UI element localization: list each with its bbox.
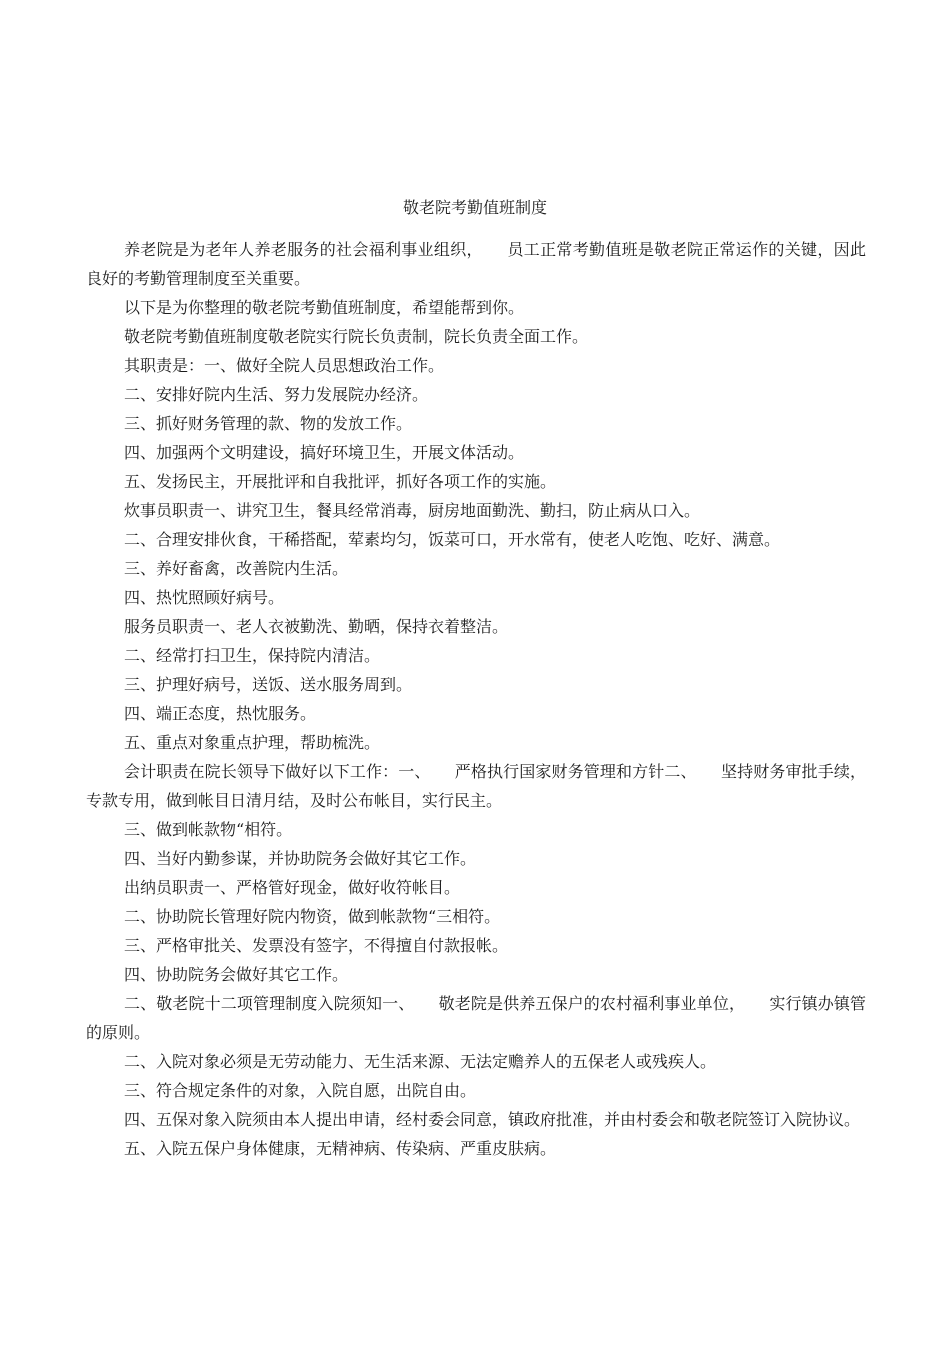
paragraph: 三、护理好病号，送饭、送水服务周到。: [124, 675, 413, 694]
paragraph: 出纳员职责一、严格管好现金，做好收符帐目。: [124, 878, 461, 897]
paragraph: 三、做到帐款物“相符。: [124, 820, 293, 839]
paragraph: 二、敬老院十二项管理制度入院须知一、 敬老院是供养五保户的农村福利事业单位， 实行镇办镇管的原则。: [86, 994, 866, 1042]
paragraph: 二、协助院长管理好院内物资，做到帐款物“三相符。: [124, 907, 501, 926]
paragraph: 四、加强两个文明建设，搞好环境卫生，开展文体活动。: [124, 443, 525, 462]
paragraph: 四、端正态度，热忱服务。: [124, 704, 317, 723]
paragraph: 五、重点对象重点护理，帮助梳洗。: [124, 733, 381, 752]
paragraph: 二、合理安排伙食，干稀搭配，荤素均匀，饭菜可口，开水常有，使老人吃饱、吃好、满意。: [124, 530, 781, 549]
paragraph: 二、经常打扫卫生，保持院内清洁。: [124, 646, 381, 665]
paragraph: 三、抓好财务管理的款、物的发放工作。: [124, 414, 413, 433]
paragraph: 四、五保对象入院须由本人提出申请，经村委会同意，镇政府批准，并由村委会和敬老院签订入院协议。: [124, 1110, 861, 1129]
document-body: [86, 235, 866, 1163]
paragraph: 五、发扬民主，开展批评和自我批评，抓好各项工作的实施。: [124, 472, 557, 491]
paragraph: 养老院是为老年人养老服务的社会福利事业组织， 员工正常考勤值班是敬老院正常运作的关键，因此良好的考勤管理制度至关重要。: [86, 240, 866, 288]
paragraph: 四、热忱照顾好病号。: [124, 588, 285, 607]
paragraph: 其职责是：一、做好全院人员思想政治工作。: [124, 356, 445, 375]
paragraph: 敬老院考勤值班制度敬老院实行院长负责制，院长负责全面工作。: [124, 327, 589, 346]
paragraph: 服务员职责一、老人衣被勤洗、勤晒，保持衣着整洁。: [124, 617, 509, 636]
paragraph: 二、入院对象必须是无劳动能力、无生活来源、无法定赡养人的五保老人或残疾人。: [124, 1052, 717, 1071]
paragraph: 炊事员职责一、讲究卫生，餐具经常消毒，厨房地面勤洗、勤扫，防止病从口入。: [124, 501, 701, 520]
paragraph: 五、入院五保户身体健康，无精神病、传染病、严重皮肤病。: [124, 1139, 557, 1158]
paragraph: 三、符合规定条件的对象，入院自愿，出院自由。: [124, 1081, 477, 1100]
paragraph: 会计职责在院长领导下做好以下工作：一、 严格执行国家财务管理和方针二、 坚持财务审批手续，专款专用，做到帐目日清月结，及时公布帐目，实行民主。: [86, 762, 866, 810]
paragraph: 三、严格审批关、发票没有签字，不得擅自付款报帐。: [124, 936, 509, 955]
document-title: 敬老院考勤值班制度: [402, 198, 547, 217]
paragraph: 四、当好内勤参谋，并协助院务会做好其它工作。: [124, 849, 477, 868]
paragraph: 二、安排好院内生活、努力发展院办经济。: [124, 385, 429, 404]
paragraph: 四、协助院务会做好其它工作。: [124, 965, 349, 984]
paragraph: 三、养好畜禽，改善院内生活。: [124, 559, 349, 578]
paragraph: 以下是为你整理的敬老院考勤值班制度，希望能帮到你。: [124, 298, 525, 317]
